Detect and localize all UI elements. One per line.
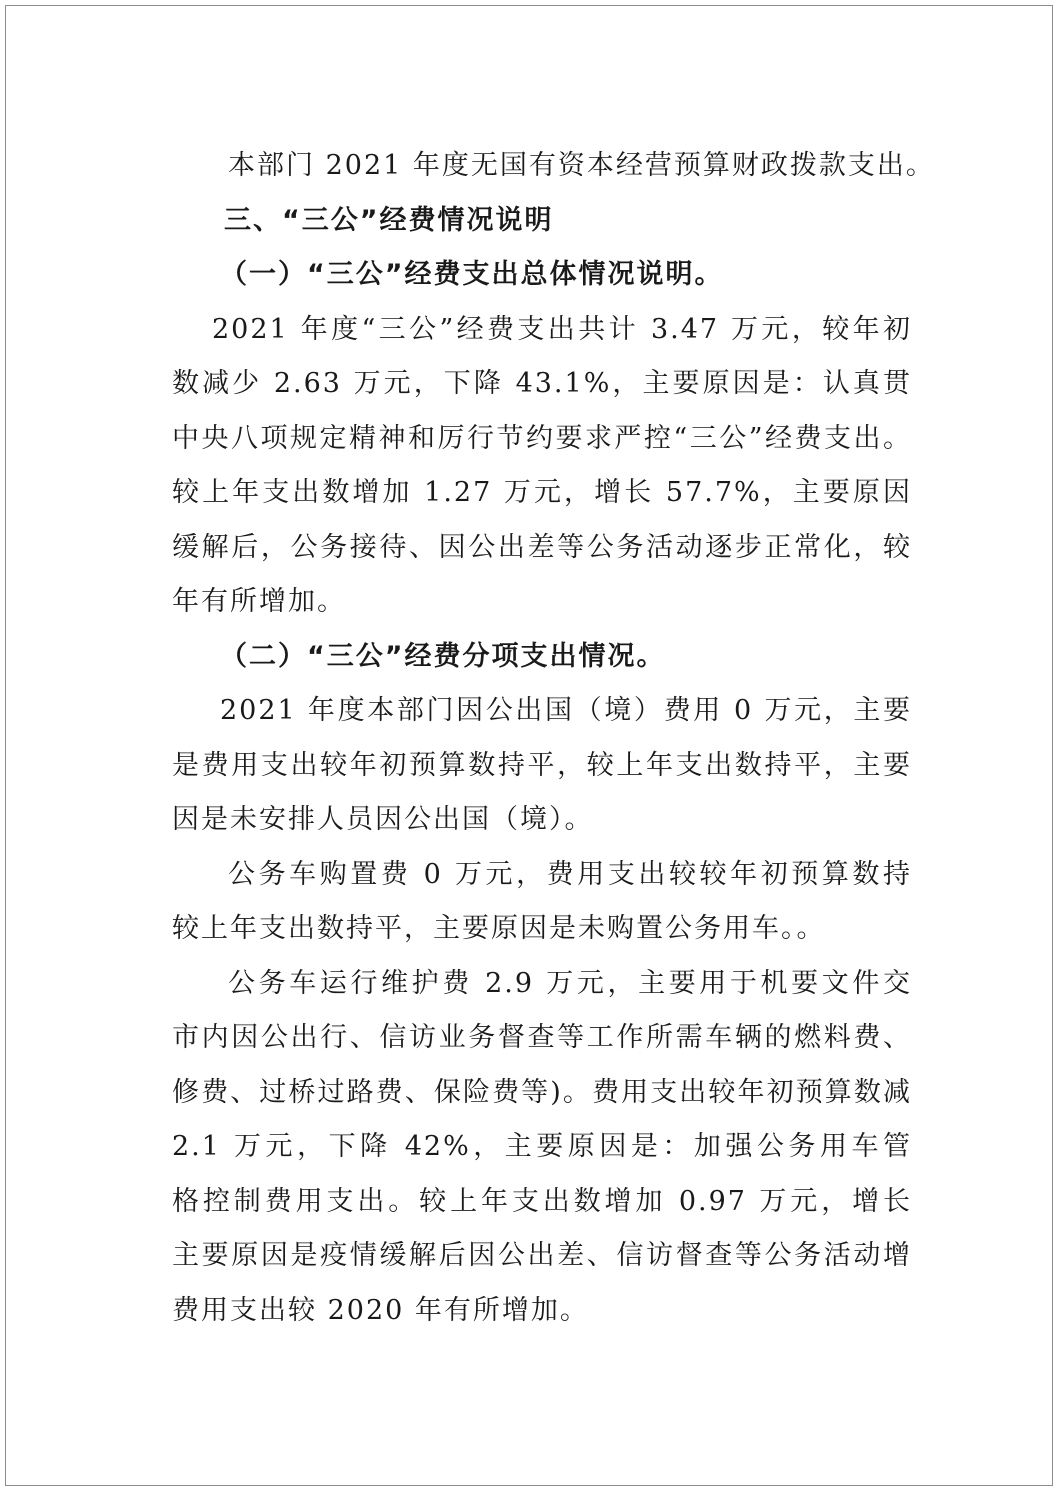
paragraph-line: 2.1 万元，下降 42%，主要原因是：加强公务用车管	[172, 1131, 912, 1162]
paragraph-line: 中央八项规定精神和厉行节约要求严控“三公”经费支出。	[172, 422, 912, 454]
paragraph-line: 修费、过桥过路费、保险费等)。费用支出较年初预算数减	[172, 1076, 912, 1108]
section-heading: （一）“三公”经费支出总体情况说明。	[220, 259, 724, 290]
paragraph-line: 年有所增加。	[172, 586, 346, 617]
paragraph-line: 较上年支出数增加 1.27 万元，增长 57.7%，主要原因	[172, 477, 912, 508]
paragraph-line: 主要原因是疫情缓解后因公出差、信访督查等公务活动增	[172, 1240, 912, 1271]
paragraph-line: 格控制费用支出。较上年支出数增加 0.97 万元，增长	[172, 1185, 912, 1217]
paragraph-line: 2021 年度“三公”经费支出共计 3.47 万元，较年初	[212, 313, 912, 345]
paragraph-line: 公务车运行维护费 2.9 万元，主要用于机要文件交	[228, 967, 912, 999]
paragraph-line: 2021 年度本部门因公出国（境）费用 0 万元，主要	[220, 695, 912, 726]
paragraph-line: 公务车购置费 0 万元，费用支出较较年初预算数持	[228, 858, 912, 890]
paragraph-line: 缓解后，公务接待、因公出差等公务活动逐步正常化，较	[172, 531, 912, 563]
paragraph-line: 本部门 2021 年度无国有资本经营预算财政拨款支出。	[228, 150, 935, 181]
paragraph-line: 是费用支出较年初预算数持平，较上年支出数持平，主要	[172, 749, 912, 781]
paragraph-line: 因是未安排人员因公出国（境）。	[172, 804, 594, 835]
paragraph-line: 费用支出较 2020 年有所增加。	[172, 1294, 589, 1326]
section-heading: 三、“三公”经费情况说明	[224, 204, 554, 236]
paragraph-line: 较上年支出数持平，主要原因是未购置公务用车。。	[172, 913, 826, 944]
document-body	[172, 139, 935, 1338]
document-page	[5, 5, 1053, 1486]
section-heading: （二）“三公”经费分项支出情况。	[220, 640, 666, 672]
paragraph-line: 市内因公出行、信访业务督查等工作所需车辆的燃料费、	[172, 1022, 912, 1053]
paragraph-line: 数减少 2.63 万元，下降 43.1%，主要原因是：认真贯	[172, 368, 912, 399]
